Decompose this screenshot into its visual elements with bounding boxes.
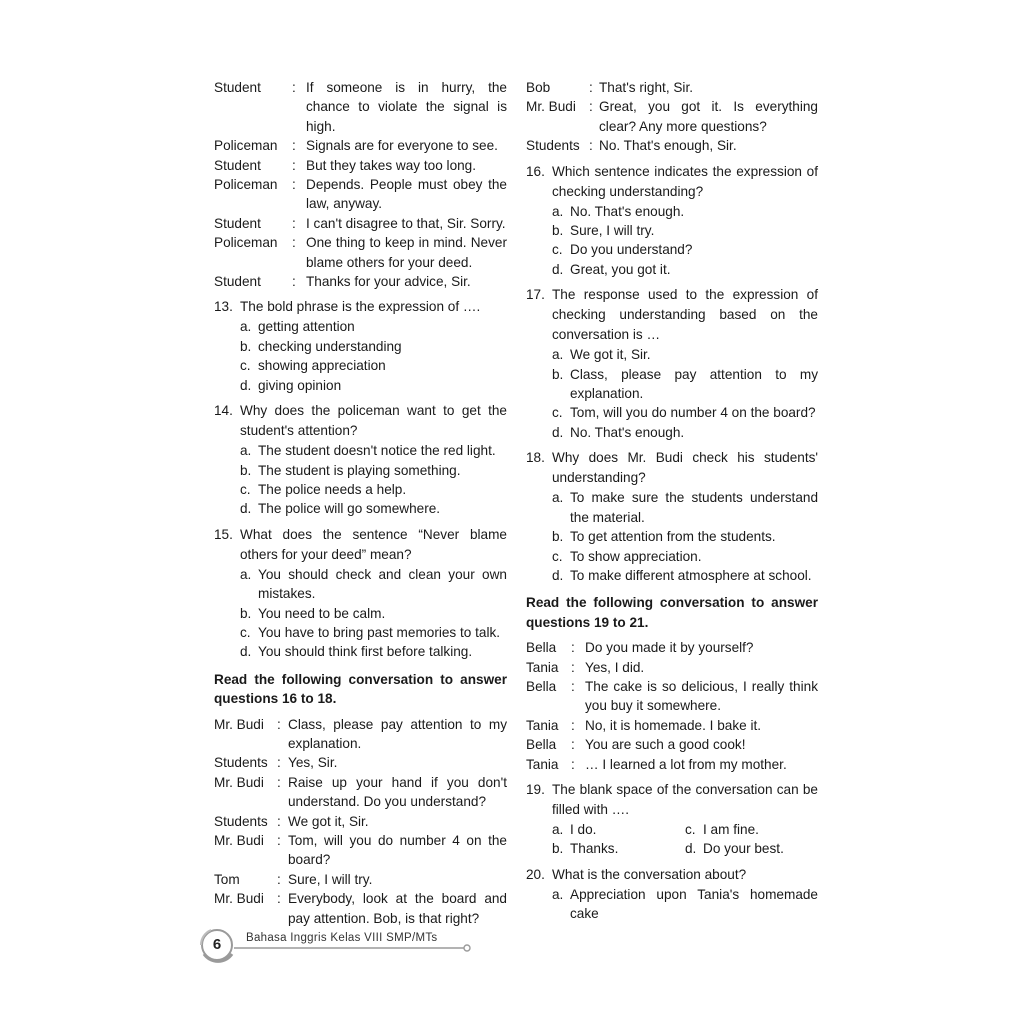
option-text: Class, please pay attention to my explanation. — [570, 366, 818, 402]
option-text: To make sure the students understand the material. — [570, 490, 818, 525]
dialog-text: Class, please pay attention to my explanation. — [288, 716, 507, 751]
option-letter: a. — [552, 821, 564, 837]
colon: : — [589, 138, 593, 154]
option-letter: d. — [240, 644, 252, 660]
dialog-text: We got it, Sir. — [288, 813, 369, 829]
answer-option — [552, 221, 818, 240]
answer-option — [240, 480, 507, 499]
dialog-line — [526, 658, 818, 677]
option-text: Tom, will you do number 4 on the board? — [570, 405, 816, 421]
speaker-name: Bella — [526, 640, 557, 656]
answer-option — [552, 527, 818, 546]
dialog-line — [214, 214, 507, 233]
question-16 — [526, 162, 818, 280]
speaker-name: Tom — [214, 871, 240, 887]
option-letter: a. — [552, 886, 564, 902]
option-text: To make different atmosphere at school. — [570, 567, 812, 583]
question-text: Why does the policeman want to get the student's attention? — [240, 403, 507, 439]
question-number: 19. — [526, 781, 545, 797]
option-letter: c. — [240, 358, 251, 374]
speaker-name: Students — [526, 138, 580, 154]
dialog-2-continued — [526, 78, 818, 156]
speaker-name: Bella — [526, 678, 557, 694]
option-letter: b. — [240, 338, 252, 354]
answer-option — [685, 839, 818, 858]
option-text: I am fine. — [703, 821, 759, 837]
answer-option — [552, 403, 818, 422]
speaker-name: Student — [214, 80, 261, 95]
speaker-name: Mr. Budi — [214, 833, 264, 848]
question-19 — [526, 780, 818, 859]
option-letter: d. — [552, 567, 564, 583]
dialog-2 — [214, 715, 507, 928]
option-letter: b. — [240, 462, 252, 478]
question-text: Why does Mr. Budi check his students' understanding? — [552, 450, 818, 486]
speaker-name: Mr. Budi — [214, 716, 264, 732]
option-text: You have to bring past memories to talk. — [258, 624, 501, 640]
answer-options — [552, 345, 818, 442]
colon: : — [571, 756, 575, 772]
question-number: 18. — [526, 450, 545, 466]
option-text: The police will go somewhere. — [258, 501, 441, 517]
option-letter: d. — [240, 377, 252, 393]
instruction-16-18: Read the following conversation to answer questions 16 to 18. — [214, 671, 507, 707]
option-text: Great, you got it. — [570, 261, 671, 277]
answer-option — [552, 345, 818, 364]
option-letter: c. — [240, 481, 251, 497]
question-text: The blank space of the conversation can be filled with …. — [552, 781, 818, 817]
option-text: No. That's enough. — [570, 203, 685, 219]
dialog-line — [214, 715, 507, 754]
option-letter: d. — [552, 261, 564, 277]
option-text: We got it, Sir. — [570, 347, 651, 363]
dialog-line — [214, 233, 507, 272]
dialog-line — [214, 870, 507, 889]
option-text: giving opinion — [258, 377, 342, 393]
option-letter: a. — [552, 490, 564, 506]
question-number: 16. — [526, 163, 545, 179]
answer-option — [240, 642, 507, 661]
colon: : — [277, 891, 281, 907]
answer-option — [552, 240, 818, 259]
option-text: Appreciation upon Tania's homemade cake — [570, 886, 818, 922]
answer-option — [240, 565, 507, 604]
book-title: Bahasa Inggris Kelas VIII SMP/MTs — [246, 932, 438, 944]
speaker-name: Bob — [526, 80, 551, 95]
right-column — [526, 78, 818, 924]
option-text: You need to be calm. — [258, 605, 386, 621]
dialog-text: Thanks for your advice, Sir. — [306, 274, 471, 290]
colon: : — [277, 774, 281, 790]
colon: : — [277, 755, 281, 771]
dialog-line — [214, 753, 507, 772]
question-number: 14. — [214, 403, 233, 419]
dialog-line — [214, 272, 507, 291]
question-text: Which sentence indicates the expression of checking understanding? — [552, 163, 818, 199]
colon: : — [292, 80, 296, 95]
colon: : — [292, 157, 296, 173]
speaker-name: Student — [214, 215, 261, 231]
answer-option — [240, 376, 507, 395]
dialog-line — [526, 755, 818, 774]
answer-option — [552, 488, 818, 527]
dialog-line — [214, 889, 507, 928]
dialog-text: … I learned a lot from my mother. — [585, 756, 787, 772]
answer-option — [552, 885, 818, 924]
speaker-name: Tania — [526, 659, 559, 675]
dialog-text: Great, you got it. Is everything clear? Any more questions? — [599, 99, 818, 134]
speaker-name: Students — [214, 813, 268, 829]
speaker-name: Policeman — [214, 235, 278, 251]
option-text: Do your best. — [703, 841, 784, 857]
dialog-line — [526, 638, 818, 657]
option-text: Do you understand? — [570, 242, 693, 258]
colon: : — [571, 659, 575, 675]
option-letter: b. — [240, 605, 252, 621]
answer-option — [552, 820, 685, 839]
colon: : — [571, 737, 575, 753]
question-number: 17. — [526, 287, 545, 303]
answer-options — [240, 317, 507, 395]
option-letter: b. — [552, 366, 564, 382]
question-20 — [526, 865, 818, 924]
dialog-text: Raise up your hand if you don't understand. Do you understand? — [288, 774, 507, 810]
option-letter: d. — [240, 501, 252, 517]
option-letter: c. — [552, 242, 563, 258]
answer-option — [240, 337, 507, 356]
option-letter: a. — [240, 566, 252, 582]
answer-options — [552, 488, 818, 585]
dialog-line — [526, 716, 818, 735]
question-text: The bold phrase is the expression of …. — [240, 299, 481, 315]
dialog-3 — [526, 638, 818, 774]
question-14 — [214, 401, 507, 519]
colon: : — [589, 80, 593, 95]
option-text: You should check and clean your own mistakes. — [258, 566, 507, 602]
dialog-text: Do you made it by yourself? — [585, 640, 754, 656]
instruction-19-21: Read the following conversation to answer questions 19 to 21. — [526, 595, 818, 630]
dialog-text: Signals are for everyone to see. — [306, 138, 498, 154]
option-text: checking understanding — [258, 338, 402, 354]
option-text: You should think first before talking. — [258, 644, 473, 660]
dialog-text: Yes, Sir. — [288, 755, 338, 771]
question-text: The response used to the expression of checking understanding based on the conversation is … — [552, 287, 818, 343]
answer-options — [552, 885, 818, 924]
speaker-name: Students — [214, 755, 268, 771]
answer-option — [552, 365, 818, 404]
footer-ornament-icon — [196, 924, 496, 970]
answer-option — [552, 202, 818, 221]
colon: : — [292, 215, 296, 231]
dialog-line — [526, 97, 818, 136]
page-footer — [196, 924, 496, 970]
answer-option — [240, 604, 507, 623]
colon: : — [589, 99, 593, 115]
option-letter: a. — [552, 203, 564, 219]
option-text: To show appreciation. — [570, 548, 702, 564]
option-letter: a. — [240, 443, 252, 459]
option-letter: c. — [552, 548, 563, 564]
option-text: No. That's enough. — [570, 424, 685, 440]
dialog-line — [526, 136, 818, 155]
answer-option — [685, 820, 818, 839]
colon: : — [277, 813, 281, 829]
option-text: The police needs a help. — [258, 481, 407, 497]
dialog-text: But they takes way too long. — [306, 157, 477, 173]
dialog-text: If someone is in hurry, the chance to violate the signal is high. — [306, 80, 507, 134]
speaker-name: Mr. Budi — [526, 99, 576, 115]
option-text: Sure, I will try. — [570, 223, 655, 239]
option-letter: c. — [240, 624, 251, 640]
colon: : — [292, 274, 296, 290]
question-15 — [214, 525, 507, 662]
option-letter: d. — [685, 841, 697, 857]
answer-option — [240, 499, 507, 518]
speaker-name: Policeman — [214, 177, 278, 193]
answer-option — [552, 260, 818, 279]
option-text: The student doesn't notice the red light. — [258, 443, 496, 459]
colon: : — [571, 717, 575, 733]
answer-option — [240, 356, 507, 375]
answer-option — [240, 461, 507, 480]
question-number: 15. — [214, 526, 233, 542]
answer-option — [240, 317, 507, 336]
question-number: 20. — [526, 866, 545, 882]
dialog-text: One thing to keep in mind. Never blame others for your deed. — [306, 235, 507, 270]
speaker-name: Student — [214, 157, 261, 173]
speaker-name: Mr. Budi — [214, 774, 264, 790]
colon: : — [277, 833, 281, 848]
dialog-1 — [214, 78, 507, 291]
colon: : — [292, 138, 296, 154]
dialog-text: No. That's enough, Sir. — [599, 138, 737, 154]
option-text: Thanks. — [570, 841, 619, 857]
dialog-line — [214, 156, 507, 175]
colon: : — [292, 235, 296, 251]
dialog-text: I can't disagree to that, Sir. Sorry. — [306, 215, 506, 231]
dialog-text: Sure, I will try. — [288, 871, 373, 887]
answer-option — [552, 423, 818, 442]
speaker-name: Tania — [526, 717, 559, 733]
option-letter: a. — [552, 347, 564, 363]
answer-option — [552, 839, 685, 858]
dialog-text: Tom, will you do number 4 on the board? — [288, 833, 507, 868]
dialog-text: That's right, Sir. — [599, 80, 694, 95]
answer-options — [240, 565, 507, 662]
dialog-text: Everybody, look at the board and pay attention. Bob, is that right? — [288, 891, 507, 926]
option-text: showing appreciation — [258, 358, 386, 374]
answer-options — [552, 202, 818, 280]
answer-option — [240, 623, 507, 642]
question-18 — [526, 448, 818, 585]
option-text: getting attention — [258, 319, 355, 335]
option-letter: b. — [552, 529, 564, 545]
answer-options — [552, 820, 818, 859]
option-letter: a. — [240, 319, 252, 335]
dialog-text: Depends. People must obey the law, anyway. — [306, 177, 507, 212]
dialog-line — [526, 677, 818, 716]
dialog-line — [526, 78, 818, 97]
dialog-line — [526, 735, 818, 754]
left-column — [214, 78, 507, 928]
page-number: 6 — [212, 936, 222, 953]
option-letter: c. — [685, 821, 696, 837]
dialog-line — [214, 773, 507, 812]
answer-option — [552, 547, 818, 566]
colon: : — [292, 177, 296, 193]
dialog-line — [214, 78, 507, 136]
speaker-name: Bella — [526, 737, 557, 753]
option-letter: c. — [552, 405, 563, 421]
option-text: I do. — [570, 821, 597, 837]
answer-options — [240, 441, 507, 519]
option-letter: b. — [552, 223, 564, 239]
dialog-text: Yes, I did. — [585, 659, 645, 675]
option-letter: d. — [552, 424, 564, 440]
question-text: What does the sentence “Never blame others for your deed” mean? — [240, 526, 507, 562]
question-number: 13. — [214, 299, 233, 315]
dialog-text: You are such a good cook! — [585, 737, 746, 753]
speaker-name: Tania — [526, 756, 559, 772]
dialog-line — [214, 175, 507, 214]
colon: : — [277, 716, 281, 732]
speaker-name: Mr. Budi — [214, 891, 264, 907]
speaker-name: Student — [214, 274, 261, 290]
answer-option — [552, 566, 818, 585]
option-text: The student is playing something. — [258, 462, 461, 478]
dialog-line — [214, 831, 507, 870]
dialog-text: The cake is so delicious, I really think you buy it somewhere. — [585, 678, 818, 714]
dialog-line — [214, 812, 507, 831]
question-13 — [214, 297, 507, 395]
colon: : — [571, 640, 575, 656]
speaker-name: Policeman — [214, 138, 278, 154]
answer-option — [240, 441, 507, 460]
question-17 — [526, 285, 818, 442]
colon: : — [571, 678, 575, 694]
dialog-text: No, it is homemade. I bake it. — [585, 717, 762, 733]
option-text: To get attention from the students. — [570, 529, 776, 545]
question-text: What is the conversation about? — [552, 866, 747, 882]
option-letter: b. — [552, 841, 564, 857]
colon: : — [277, 871, 281, 887]
dialog-line — [214, 136, 507, 155]
